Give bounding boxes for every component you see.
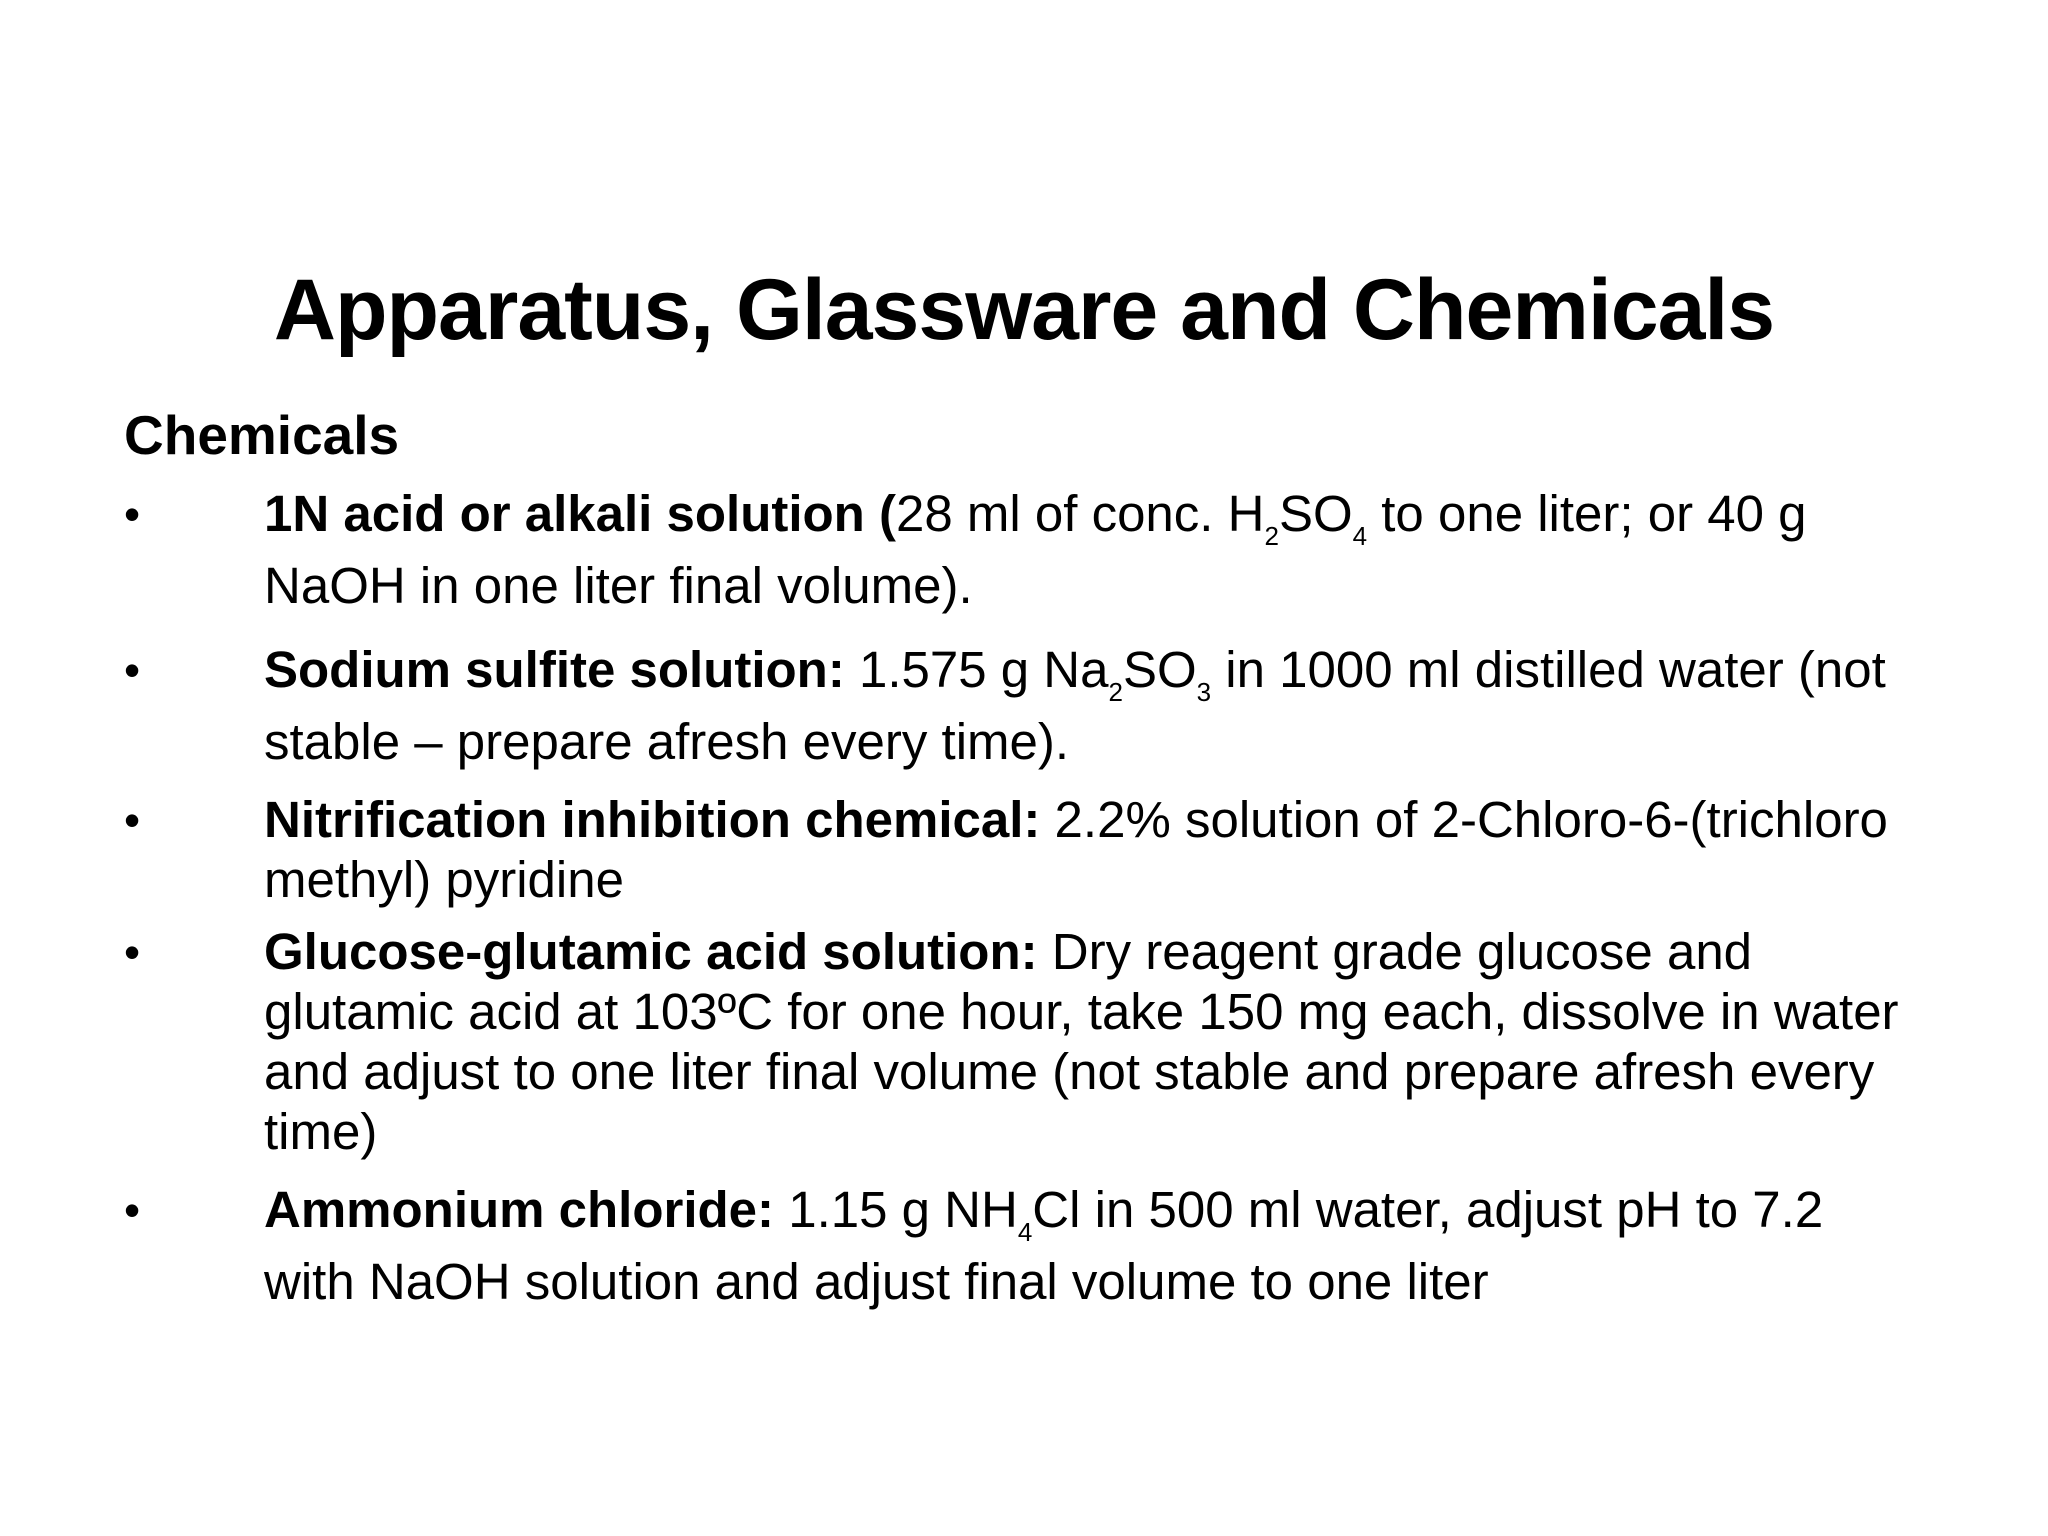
list-item-acid-alkali [124, 478, 1924, 622]
subscript: 2 [1108, 677, 1123, 707]
item-text: 2.2% solution of 2-Chloro-6-(trichloro methyl) pyridine [264, 791, 1888, 908]
subscript: 3 [1196, 677, 1212, 707]
subscript: 4 [1352, 521, 1368, 551]
item-text: 1.15 g NH [774, 1181, 1018, 1238]
list-item-sodium-sulfite [124, 634, 1924, 778]
item-text: Cl in 500 ml water, adjust pH to 7.2 with NaOH solution and adjust final volume to one liter [264, 1181, 1824, 1310]
list-item-ammonium-chloride [124, 1174, 1924, 1318]
item-lead: Nitrification inhibition chemical: [264, 791, 1041, 848]
item-lead: Sodium sulfite solution: [264, 641, 845, 698]
item-text: Dry reagent grade glucose and glutamic acid at 103ºC for one hour, take 150 mg each, dissolve in water and adjust to one liter final volume (not stable and prepare afresh every time) [264, 923, 1899, 1160]
chemicals-list [124, 478, 1924, 1330]
slide-title: Apparatus, Glassware and Chemicals [273, 262, 1775, 358]
subscript: 2 [1264, 521, 1279, 551]
bullet-icon: • [124, 644, 141, 696]
bullet-icon: • [124, 1184, 141, 1236]
item-text: SO [1122, 641, 1197, 698]
item-lead: Ammonium chloride: [264, 1181, 775, 1238]
item-text: to one liter; or 40 g NaOH in one liter final volume). [264, 485, 1807, 614]
list-item-nitrification [124, 790, 1924, 910]
item-lead: Glucose-glutamic acid solution: [264, 923, 1038, 980]
item-text: 28 ml of conc. H [895, 485, 1265, 542]
bullet-icon: • [124, 926, 141, 978]
item-lead: 1N acid or alkali solution ( [264, 485, 896, 542]
item-text: in 1000 ml distilled water (not stable – prepare afresh every time). [264, 641, 1886, 770]
bullet-icon: • [124, 794, 141, 846]
section-heading: Chemicals [124, 404, 400, 466]
subscript: 4 [1017, 1217, 1033, 1247]
list-item-glucose-glutamic [124, 922, 1924, 1162]
item-text: 1.575 g Na [844, 641, 1109, 698]
bullet-icon: • [124, 488, 141, 540]
item-text: SO [1278, 485, 1353, 542]
